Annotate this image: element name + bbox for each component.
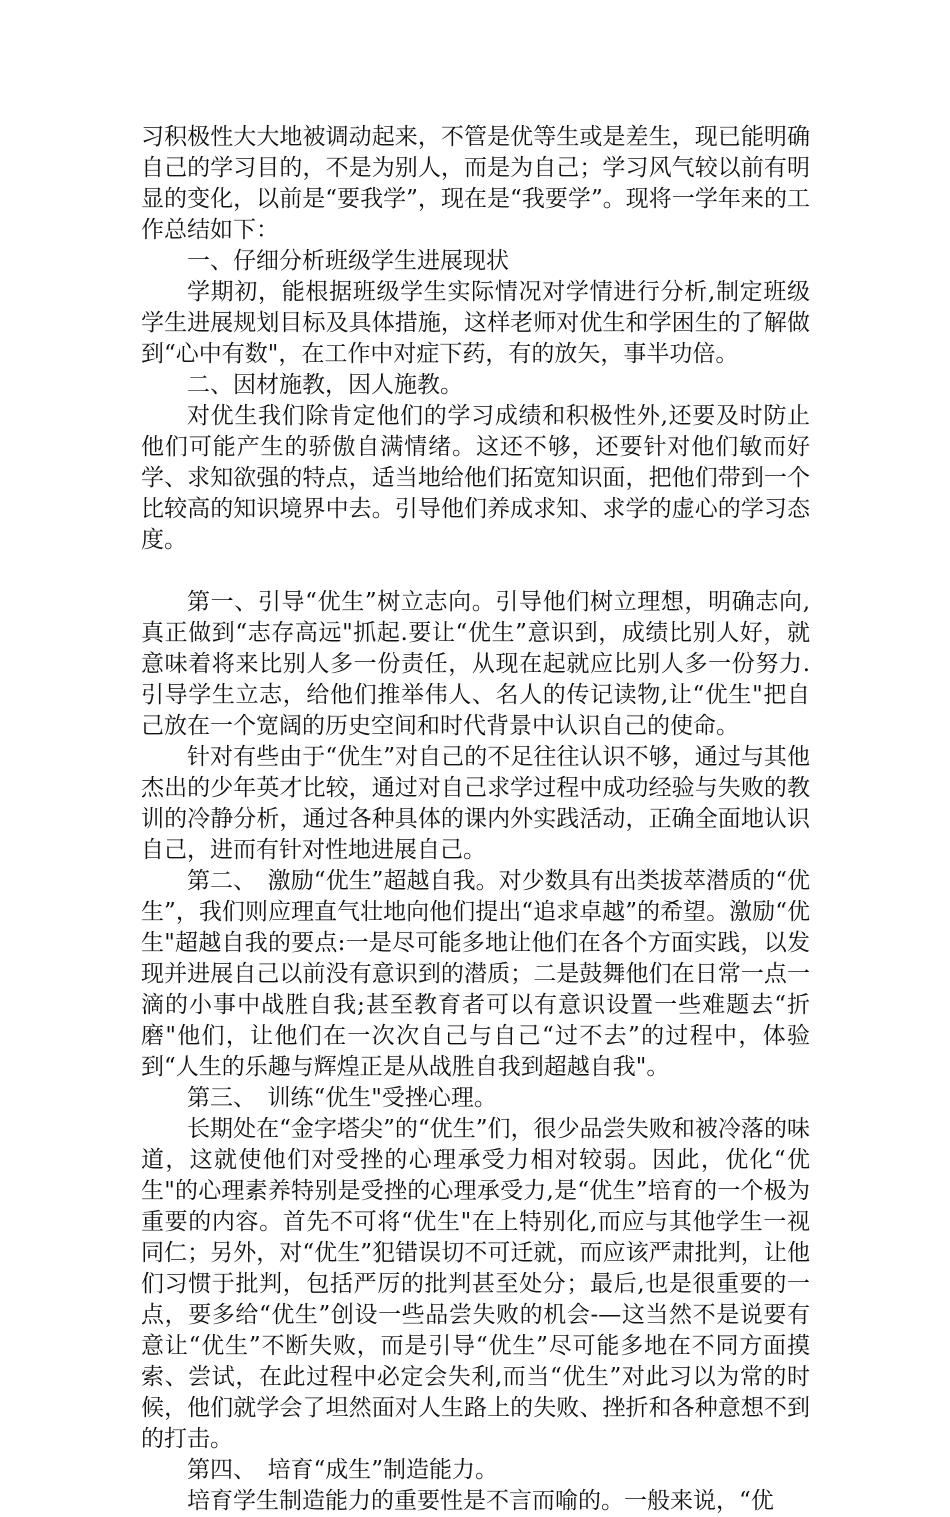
paragraph-4: 第一、引导“优生”树立志向。引导他们树立理想，明确志向,真正做到“志存高远"抓起.要让“优生”意识到，成绩比别人好，就意味着将来比别人多一份责任，从现在起就应比别人多一份努力.引导学生立志，给他们推举伟人、名人的传记读物,让“优生"把自己放在一个宽阔的历史空间和时代背景中认识自己的使命。 [141,589,810,739]
blank-line [141,556,810,587]
paragraph-8: 培育学生制造能力的重要性是不言而喻的。一般来说，“优 [187,1488,774,1514]
paragraph-7: 长期处在“金字塔尖”的“优生”们，很少品尝失败和被冷落的味道，这就使他们对受挫的心理承受力相对较弱。因此，优化“优生"的心理素养特别是受挫的心理承受力,是“优生”培育的一个极为重要的内容。首先不可将“优生"在上特别化,而应与其他学生一视同仁；另外，对“优生”犯错误切不可迁就，而应该严肃批判，让他们习惯于批判，包括严厉的批判甚至处分；最后,也是很重要的一点，要多给“优生”创设一些品尝失败的机会-—这当然不是说要有意让“优生”不断失败，而是引导“优生”尽可能多地在不同方面摸索、尝试，在此过程中必定会失利,而当“优生”对此习以为常的时候，他们就学会了坦然面对人生路上的失败、挫折和各种意想不到的打击。 [141,1116,810,1452]
paragraph-5: 针对有些由于“优生”对自己的不足往往认识不够，通过与其他杰出的少年英才比较，通过对自己求学过程中成功经验与失败的教训的冷静分析，通过各种具体的课内外实践活动，正确全面地认识自己，进而有针对性地进展自己。 [141,744,810,863]
subheading-3: 第三、 训练“优生"受挫心理。 [187,1085,497,1111]
section-heading-1: 一、仔细分析班级学生进展现状 [187,248,509,274]
paragraph-6: 第二、 激励“优生”超越自我。对少数具有出类拔萃潜质的“优生”，我们则应理直气壮地向他们提出“追求卓越”的希望。激励“优生"超越自我的要点:一是尽可能多地让他们在各个方面实践，以发现并进展自己以前没有意识到的潜质；二是鼓舞他们在日常一点一滴的小事中战胜自我;甚至教育者可以有意识设置一些难题去“折磨"他们，让他们在一次次自己与自己“过不去”的过程中，体验到“人生的乐趣与辉煌正是从战胜自我到超越自我"。 [141,868,810,1080]
document-body [141,122,810,1517]
paragraph-1: 习积极性大大地被调动起来，不管是优等生或是差生，现已能明确自己的学习目的，不是为别人，而是为自己；学习风气较以前有明显的变化，以前是“要我学”，现在是“我要学”。现将一学年来的工作总结如下： [141,124,810,243]
paragraph-2: 学期初，能根据班级学生实际情况对学情进行分析,制定班级学生进展规划目标及具体措施，这样老师对优生和学困生的了解做到“心中有数"，在工作中对症下药，有的放矢，事半功倍。 [141,279,810,367]
subheading-4: 第四、 培育“成生”制造能力。 [187,1457,499,1483]
paragraph-3: 对优生我们除肯定他们的学习成绩和积极性外,还要及时防止他们可能产生的骄傲自满情绪。这还不够，还要针对他们敏而好学、求知欲强的特点，适当地给他们拓宽知识面，把他们带到一个比较高的知识境界中去。引导他们养成求知、求学的虚心的学习态度。 [141,403,810,553]
section-heading-2: 二、因材施教，因人施教。 [187,372,463,398]
